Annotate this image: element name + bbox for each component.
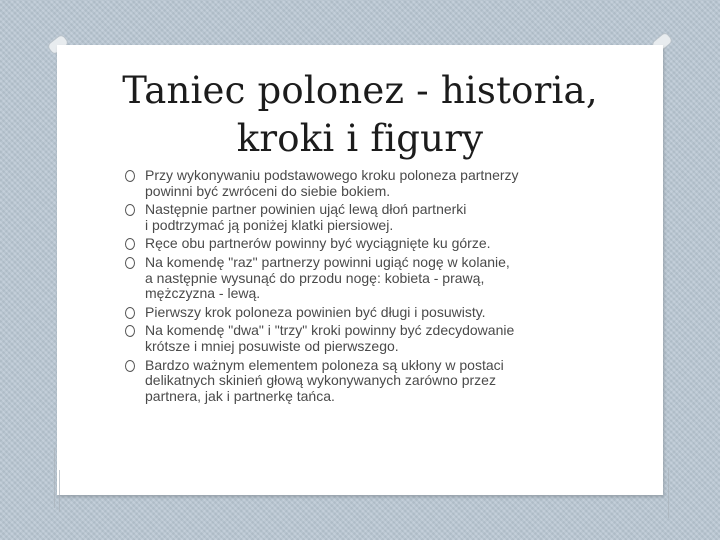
bullet-item [125, 255, 645, 302]
slide-title-line-1: Taniec polonez - historia, [122, 69, 598, 112]
scratch-mark-left-2 [59, 470, 60, 512]
bullet-circle-icon [125, 307, 135, 319]
bullet-text: Na komendę "raz" partnerzy powinni ugiąć nogę w kolanie, a następnie wysunąć do przodu nogę: kobieta - prawą, mężczyzna - lewą. [145, 253, 510, 302]
slide-title-line-2: kroki i figury [236, 117, 484, 160]
bullet-item [125, 358, 645, 405]
bullet-text: Na komendę "dwa" i "trzy" kroki powinny być zdecydowanie krótsze i mniej posuwiste od pierwszego. [145, 322, 515, 354]
bullet-text: Ręce obu partnerów powinny być wyciągnięte ku górze. [145, 235, 491, 252]
slide-title [57, 67, 663, 163]
bullet-circle-icon [125, 170, 135, 182]
bullet-item [125, 323, 645, 354]
bullet-circle-icon [125, 204, 135, 216]
bullet-item [125, 202, 645, 233]
bullet-circle-icon [125, 360, 135, 372]
bullet-text: Bardzo ważnym elementem poloneza są ukłony w postaci delikatnych skinień głową wykonywanych zarówno przez partnera, jak i partnerkę tańca. [145, 356, 504, 404]
bullet-list [125, 168, 645, 407]
scratch-mark-right [668, 468, 669, 518]
bullet-text: Przy wykonywaniu podstawowego kroku poloneza partnerzy powinni być zwróceni do siebie bokiem. [145, 167, 519, 199]
bullet-circle-icon [125, 325, 135, 337]
bullet-circle-icon [125, 257, 135, 269]
scratch-mark-left [54, 448, 55, 508]
bullet-circle-icon [125, 238, 135, 250]
bullet-item [125, 168, 645, 199]
bullet-item [125, 236, 645, 252]
bullet-text: Pierwszy krok poloneza powinien być długi i posuwisty. [145, 303, 486, 320]
bullet-text: Następnie partner powinien ująć lewą dłoń partnerki i podtrzymać ją poniżej klatki piersiowej. [145, 201, 467, 233]
bullet-item [125, 305, 645, 321]
